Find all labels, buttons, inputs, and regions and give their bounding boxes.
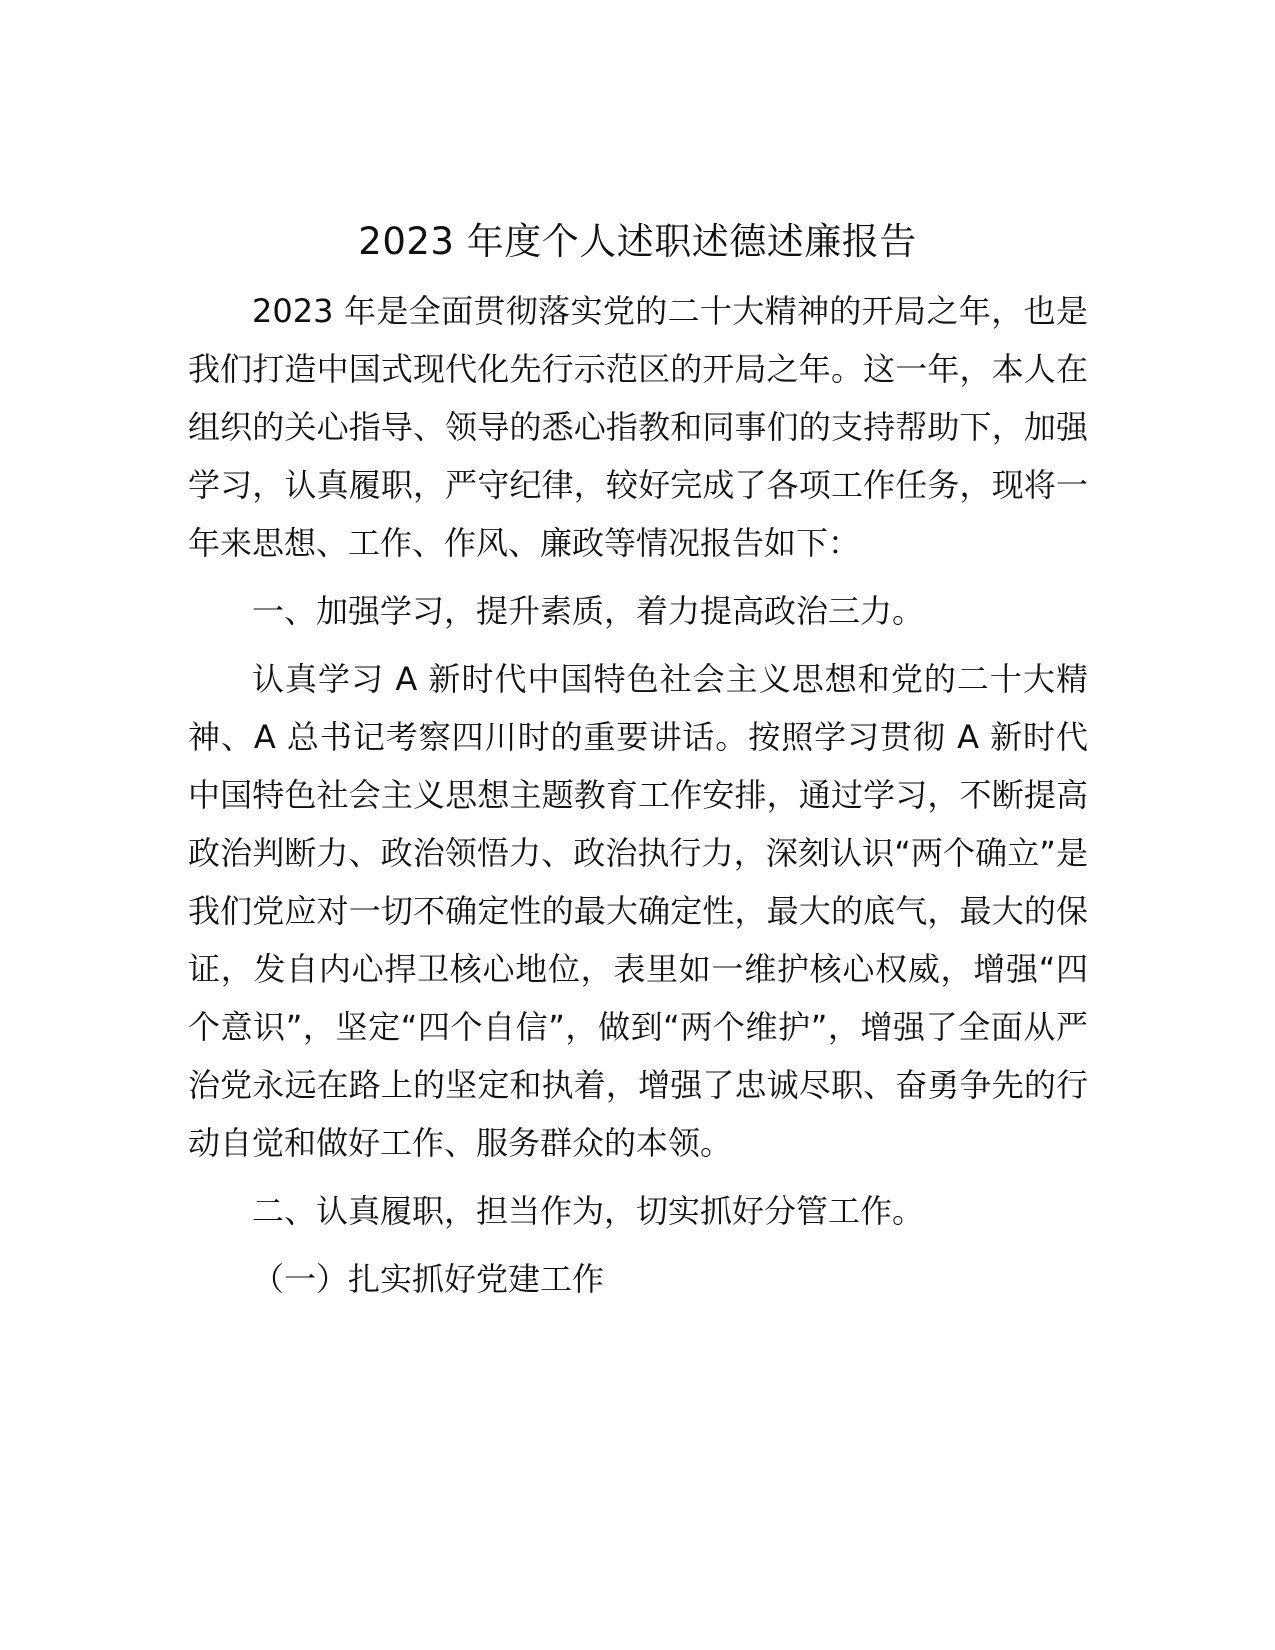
document-body: [188, 292, 1088, 1308]
paragraph-intro: 2023 年是全面贯彻落实党的二十大精神的开局之年，也是我们打造中国式现代化先行示范区的开局之年。这一年，本人在组织的关心指导、领导的悉心指教和同事们的支持帮助下，加强学习，认真履职，严守纪律，较好完成了各项工作任务，现将一年来思想、工作、作风、廉政等情况报告如下：: [188, 292, 1088, 562]
heading-section-1: 一、加强学习，提升素质，着力提高政治三力。: [252, 592, 925, 630]
document-title: 2023 年度个人述职述德述廉报告: [358, 220, 917, 263]
paragraph-study: 认真学习 A 新时代中国特色社会主义思想和党的二十大精神、A 总书记考察四川时的重要讲话。按照学习贯彻 A 新时代中国特色社会主义思想主题教育工作安排，通过学习，不断提高政治判断力、政治领悟力、政治执行力，深刻认识“两个确立”是我们党应对一切不确定性的最大确定性，最大的底气，最大的保证，发自内心捍卫核心地位，表里如一维护核心权威，增强“四个意识”，坚定“四个自信”，做到“两个维护”，增强了全面从严治党永远在路上的坚定和执着，增强了忠诚尽职、奋勇争先的行动自觉和做好工作、服务群众的本领。: [188, 660, 1088, 1162]
heading-section-2: 二、认真履职，担当作为，切实抓好分管工作。: [252, 1192, 925, 1230]
subheading-party-building: （一）扎实抓好党建工作: [252, 1260, 605, 1298]
